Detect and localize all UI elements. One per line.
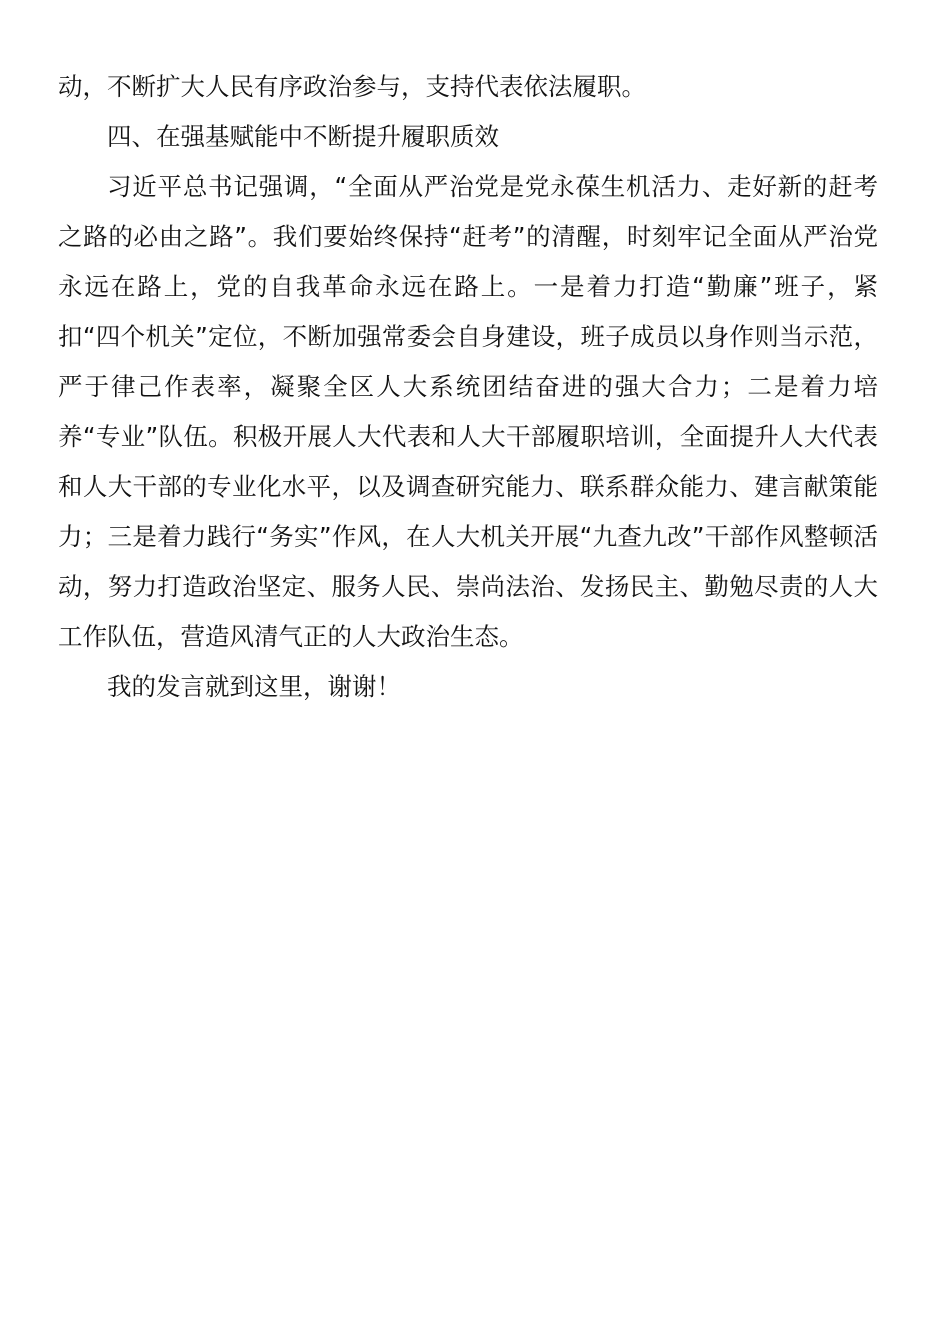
body-paragraph: 习近平总书记强调，“全面从严治党是党永葆生机活力、走好新的赶考之路的必由之路”。我们要始终保持“赶考”的清醒，时刻牢记全面从严治党永远在路上，党的自我革命永远在路上。一是着力打造“勤廉”班子，紧扣“四个机关”定位，不断加强常委会自身建设，班子成员以身作则当示范，严于律己作表率，凝聚全区人大系统团结奋进的强大合力；二是着力培养“专业”队伍。积极开展人大代表和人大干部履职培训，全面提升人大代表和人大干部的专业化水平，以及调查研究能力、联系群众能力、建言献策能力；三是着力践行“务实”作风，在人大机关开展“九查九改”干部作风整顿活动，努力打造政治坚定、服务人民、崇尚法治、发扬民主、勤勉尽责的人大工作队伍，营造风清气正的人大政治生态。 xyxy=(58,172,878,651)
closing-paragraph: 我的发言就到这里，谢谢！ xyxy=(107,672,401,701)
paragraph-continuation: 动，不断扩大人民有序政治参与，支持代表依法履职。 xyxy=(58,72,646,101)
document-page xyxy=(58,62,878,712)
section-heading: 四、在强基赋能中不断提升履职质效 xyxy=(107,122,499,151)
